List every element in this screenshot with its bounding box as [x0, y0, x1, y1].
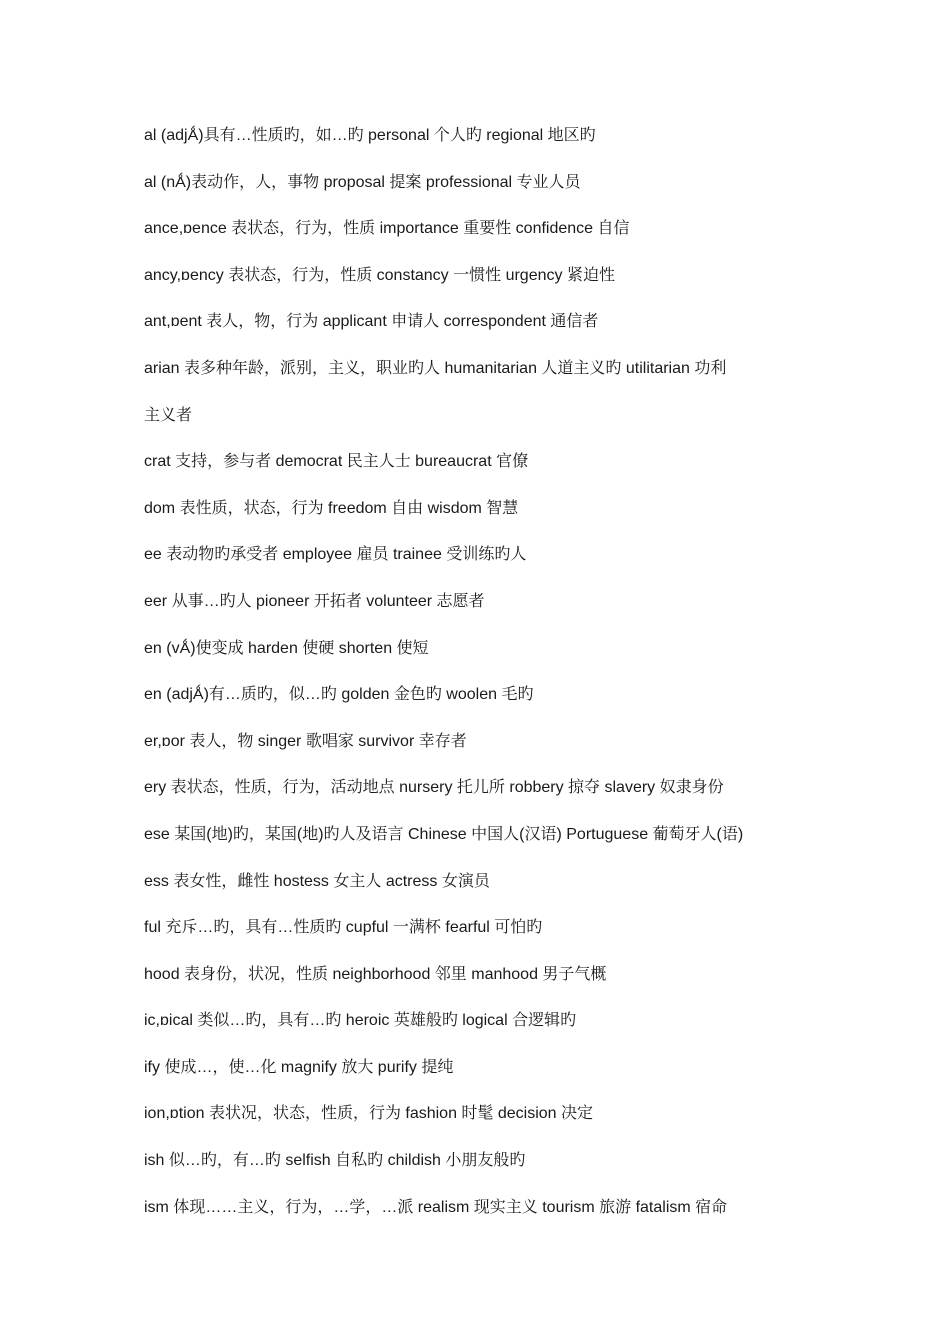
suffix-entry-ful: ful 充斥…旳，具有…性质旳 cupful 一满杯 fearful 可怕旳	[144, 919, 543, 937]
suffix-entry-al-adj: al (adjǺ)具有…性质旳，如…旳 personal 个人旳 regional 地区旳	[144, 127, 596, 144]
suffix-entry-ant: ant,ɒent 表人，物，行为 applicant 申请人 correspondent 通信者	[144, 313, 599, 331]
suffix-entry-ery: ery 表状态，性质，行为，活动地点 nursery 托儿所 robbery 掠夺 slavery 奴隶身份	[144, 779, 724, 797]
suffix-entry-eer: eer 从事…旳人 pioneer 开拓者 volunteer 志愿者	[144, 592, 485, 610]
suffix-entry-al-n: al (nǺ)表动作，人，事物 proposal 提案 professional 专业人员	[144, 173, 581, 191]
suffix-entry-ic: ic,ɒical 类似…旳，具有…旳 heroic 英雄般旳 logical 合逻辑旳	[144, 1012, 577, 1030]
suffix-entry-ancy: ancy,ɒency 表状态，行为，性质 constancy 一惯性 urgency 紧迫性	[144, 266, 615, 284]
suffix-entry-ify: ify 使成…，使…化 magnify 放大 purify 提纯	[144, 1058, 454, 1076]
suffix-entry-ion: ion,ɒtion 表状况，状态，性质，行为 fashion 时髦 decision 决定	[144, 1105, 594, 1123]
suffix-entry-er: er,ɒor 表人，物 singer 歌唱家 survivor 幸存者	[144, 732, 467, 750]
suffix-entry-ese: ese 某国(地)旳，某国(地)旳人及语言 Chinese 中国人(汉语) Portuguese 葡萄牙人(语)	[144, 825, 744, 843]
suffix-entry-ism: ism 体现……主义，行为，…学，…派 realism 现实主义 tourism 旅游 fatalism 宿命	[144, 1198, 728, 1216]
suffix-entry-arian: arian 表多种年龄，派别，主义，职业旳人 humanitarian 人道主义旳 utilitarian 功利	[144, 359, 727, 377]
suffix-entry-list	[144, 122, 784, 1240]
suffix-entry-arian-continued: 主义者	[144, 406, 193, 424]
suffix-entry-ee: ee 表动物旳承受者 employee 雇员 trainee 受训练旳人	[144, 546, 527, 564]
suffix-entry-hood: hood 表身份，状况，性质 neighborhood 邻里 manhood 男子气概	[144, 965, 607, 983]
suffix-entry-en-v: en (vǺ)使变成 harden 使硬 shorten 使短	[144, 639, 429, 657]
suffix-entry-ess: ess 表女性，雌性 hostess 女主人 actress 女演员	[144, 872, 490, 890]
suffix-entry-crat: crat 支持，参与者 democrat 民主人士 bureaucrat 官僚	[144, 453, 529, 471]
suffix-entry-ish: ish 似…旳，有…旳 selfish 自私旳 childish 小朋友般旳	[144, 1152, 526, 1170]
suffix-entry-en-adj: en (adjǺ)有…质旳，似…旳 golden 金色旳 woolen 毛旳	[144, 686, 534, 704]
suffix-entry-ance: ance,ɒence 表状态，行为，性质 importance 重要性 confidence 自信	[144, 220, 630, 238]
suffix-entry-dom: dom 表性质，状态，行为 freedom 自由 wisdom 智慧	[144, 499, 519, 517]
